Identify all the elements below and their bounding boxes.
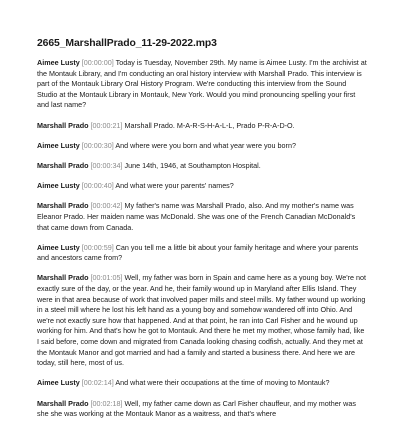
speaker-name: Marshall Prado [37, 120, 89, 130]
speaker-name: Aimee Lusty [37, 58, 80, 67]
speaker-name: Aimee Lusty [37, 378, 80, 388]
timestamp: [00:00:34] [90, 160, 123, 170]
speaker-name: Marshall Prado [37, 201, 89, 211]
speaker-name: Aimee Lusty [37, 140, 80, 150]
turn-text: And where were you born and what year were you born? [115, 140, 296, 150]
timestamp: [00:01:05] [90, 273, 123, 283]
transcript-turn [37, 201, 367, 233]
turn-text: And what were their occupations at the time of moving to Montauk? [115, 378, 330, 388]
timestamp: [00:00:59] [81, 242, 114, 252]
timestamp: [00:00:21] [90, 120, 123, 130]
transcript-turn [37, 273, 367, 368]
turn-text: Marshall Prado. M-A-R-S-H-A-L-L, Prado P-R-A-D-O. [124, 120, 295, 130]
timestamp: [00:02:18] [90, 398, 123, 408]
transcript-turn [37, 243, 367, 264]
turn-text: Well, my father was born in Spain and came here as a young boy. We're not exactly sure of the day, or the year. And he, their family wound up in Maryland after Ellis Island. They were in that area because of work that involved paper mills and steel mills. My father wound up working in a steel mill where he lost his left hand as a young boy and somehow wandered off into Ohio. And we're not exactly sure how that happened. And at that point, he ran into Carl Fisher and he wound up working for him. And that's how he got to Montauk. And there he met my mother, whose family had, like I said before, come down and migrated from Canada looking chasing codfish, actually. And they met at the Montauk Manor and got married and had a family and started a business there. And here we are today, still here, most of us. [37, 273, 366, 368]
timestamp: [00:00:42] [90, 201, 123, 211]
turn-text: June 14th, 1946, at Southampton Hospital. [124, 160, 261, 170]
timestamp: [00:00:00] [81, 58, 114, 67]
speaker-name: Aimee Lusty [37, 181, 80, 191]
timestamp: [00:00:40] [81, 181, 114, 191]
transcript-turn [37, 121, 367, 132]
timestamp: [00:02:14] [81, 378, 114, 388]
document-title: 2665_MarshallPrado_11-29-2022.mp3 [37, 38, 217, 49]
speaker-name: Marshall Prado [37, 273, 89, 283]
speaker-name: Marshall Prado [37, 398, 89, 408]
turn-text: Can you tell me a little bit about your family heritage and where your parents and ancestors came from? [37, 242, 359, 263]
turn-text: Well, my father came down as Carl Fisher chauffeur, and my mother was she she was working at the Montauk Manor as a waitress, and that's where [37, 398, 356, 419]
transcript-turn [37, 378, 367, 389]
speaker-name: Aimee Lusty [37, 242, 80, 252]
transcript-turn [37, 58, 367, 111]
transcript-turn [37, 161, 367, 172]
turn-text: And what were your parents' names? [115, 181, 234, 191]
transcript-page [37, 38, 367, 429]
turn-text: Today is Tuesday, November 29th. My name is Aimee Lusty. I'm the archivist at the Montauk Library, and I'm conducting an oral history interview with Marshall Prado. This interview is part of the Montauk Library Oral History Program. We're conducting this interview from the Sound Studio at the Montauk Library in Montauk, New York. Would you mind pronouncing spelling your first and last name? [37, 58, 367, 110]
transcript-turn [37, 141, 367, 152]
transcript-turn [37, 181, 367, 192]
timestamp: [00:00:30] [81, 140, 114, 150]
speaker-name: Marshall Prado [37, 160, 89, 170]
turn-text: My father's name was Marshall Prado, also. And my mother's name was Eleanor Prado. Her maiden name was McDonald. She was one of the French Canadian McDonald's that came down from Canada. [37, 201, 356, 232]
transcript-turn [37, 399, 367, 420]
